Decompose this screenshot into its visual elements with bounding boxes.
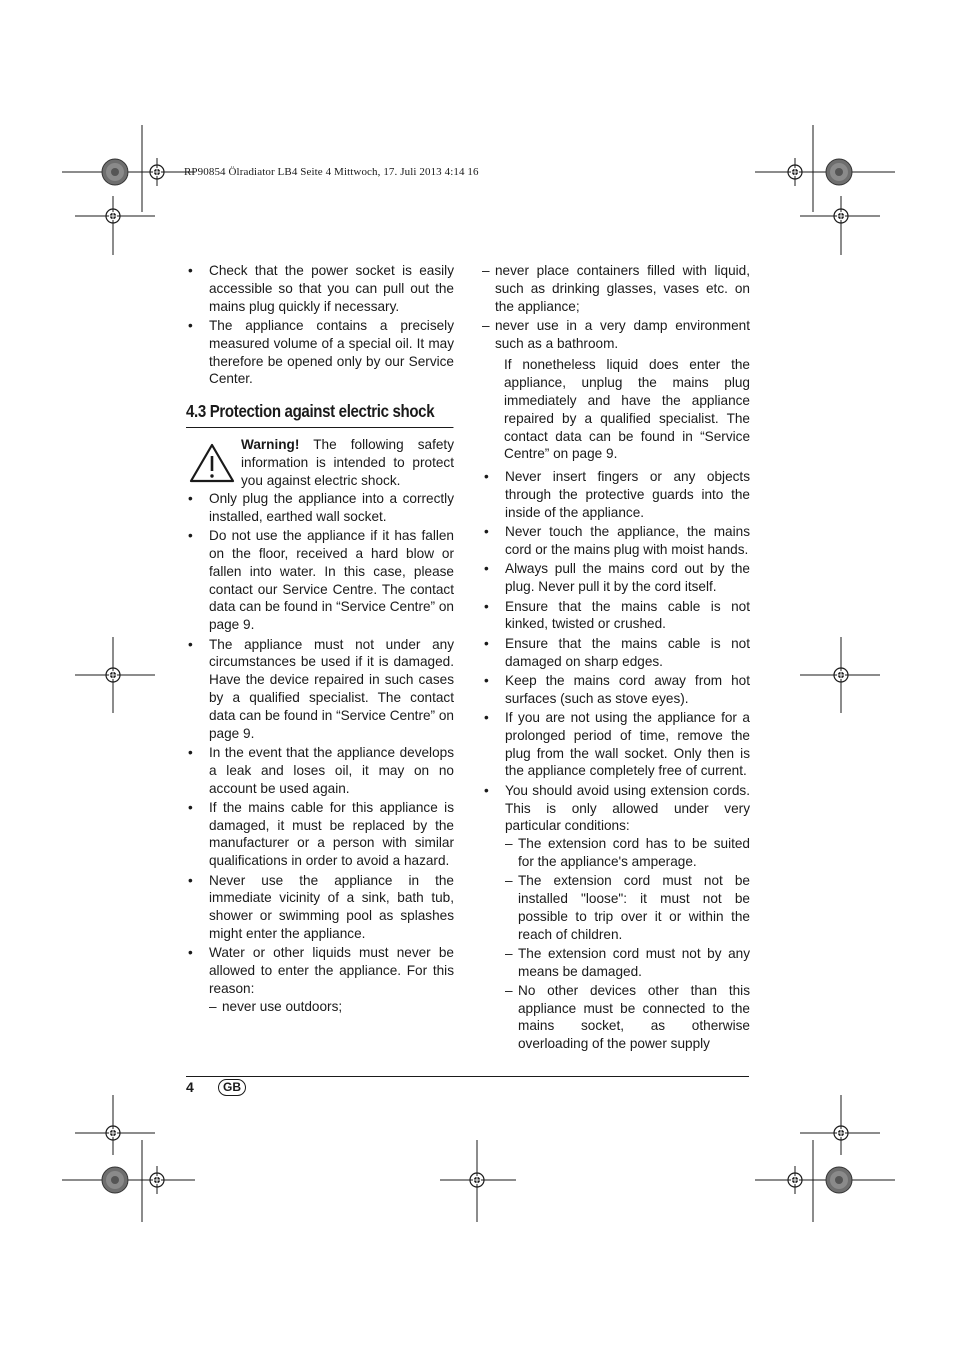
intro-bullet-list [186,262,454,388]
page-number: 4 [186,1079,194,1095]
list-item: • If the mains cable for this appliance is damaged, it must be replaced by the manufacturer or a person with similar qualifications in order to avoid a hazard. [186,799,454,870]
list-item: • Only plug the appliance into a correctly installed, earthed wall socket. [186,490,454,526]
warning-body: The following safety information is intended to protect you against electric shock. [241,436,454,488]
list-item-text: Water or other liquids must never be allowed to enter the appliance. For this reason: [209,945,454,997]
list-item: • The appliance must not under any circumstances be used if it is damaged. Have the device repaired in such cases by a qualified specialist. The contact data can be found in “Service Centre” on page 9. [186,636,454,743]
list-item: • Ensure that the mains cable is not kinked, twisted or crushed. [482,598,750,634]
list-item: – never place containers filled with liquid, such as drinking glasses, vases etc. on the appliance; [482,262,750,315]
list-item: • In the event that the appliance develops a leak and loses oil, it may on no account be used again. [186,744,454,797]
warning-block [186,436,454,490]
list-item: • Ensure that the mains cable is not damaged on sharp edges. [482,635,750,671]
list-item: – never use in a very damp environment such as a bathroom. [482,317,750,353]
list-item: • Always pull the mains cord out by the plug. Never pull it by the cord itself. [482,560,750,596]
sub-dash-list [209,998,454,1016]
left-column [186,262,454,1017]
warning-triangle-icon [188,442,236,484]
section-title: 4.3 Protection against electric shock [186,403,453,428]
list-item: – The extension cord must not by any means be damaged. [505,945,750,981]
list-item: • Never use the appliance in the immediate vicinity of a sink, bath tub, shower or swimming pool as splashes might enter the appliance. [186,872,454,943]
list-item: • Do not use the appliance if it has fallen on the floor, received a hard blow or fallen into water. In this case, please contact our Service Centre. The contact data can be found in “Service Centre” on page 9. [186,527,454,634]
language-badge: GB [218,1079,246,1096]
safety-bullet-list [186,490,454,1016]
list-item: – never use outdoors; [209,998,454,1016]
print-header: RP90854 Ölradiator LB4 Seite 4 Mittwoch, 17. Juli 2013 4:14 16 [184,166,479,178]
list-item: • Never insert fingers or any objects through the protective guards into the inside of the appliance. [482,468,750,521]
list-item: • Keep the mains cord away from hot surfaces (such as stove eyes). [482,672,750,708]
warning-text [241,436,454,489]
list-item: – The extension cord has to be suited for the appliance's amperage. [505,835,750,871]
list-item: • Check that the power socket is easily accessible so that you can pull out the mains plug quickly if necessary. [186,262,454,315]
list-item: – No other devices other than this appliance must be connected to the mains socket, as otherwise overloading of the power supply [505,982,750,1053]
continued-dash-list [482,262,750,352]
list-item: – The extension cord must not be installed "loose": it must not be possible to trip over it or within the reach of children. [505,872,750,943]
list-item [186,944,454,1015]
liquid-paragraph: If nonetheless liquid does enter the appliance, unplug the mains plug immediately and have the appliance repaired by a qualified specialist. The contact data can be found in “Service Centre” on page 9. [504,357,750,462]
warning-label: Warning! [241,436,300,452]
footer-rule [186,1076,749,1077]
list-item: • Never touch the appliance, the mains cord or the mains plug with moist hands. [482,523,750,559]
right-column [482,262,750,1055]
list-item [482,782,750,1053]
extension-dash-list [505,835,750,1053]
cord-bullet-list [482,468,750,1053]
list-item: • If you are not using the appliance for a prolonged period of time, remove the plug from the wall socket. Only then is the appliance completely free of current. [482,709,750,780]
list-item: • The appliance contains a precisely measured volume of a special oil. It may therefore be opened only by our Service Center. [186,317,454,388]
list-item-text: You should avoid using extension cords. This is only allowed under very particular conditions: [505,782,750,834]
